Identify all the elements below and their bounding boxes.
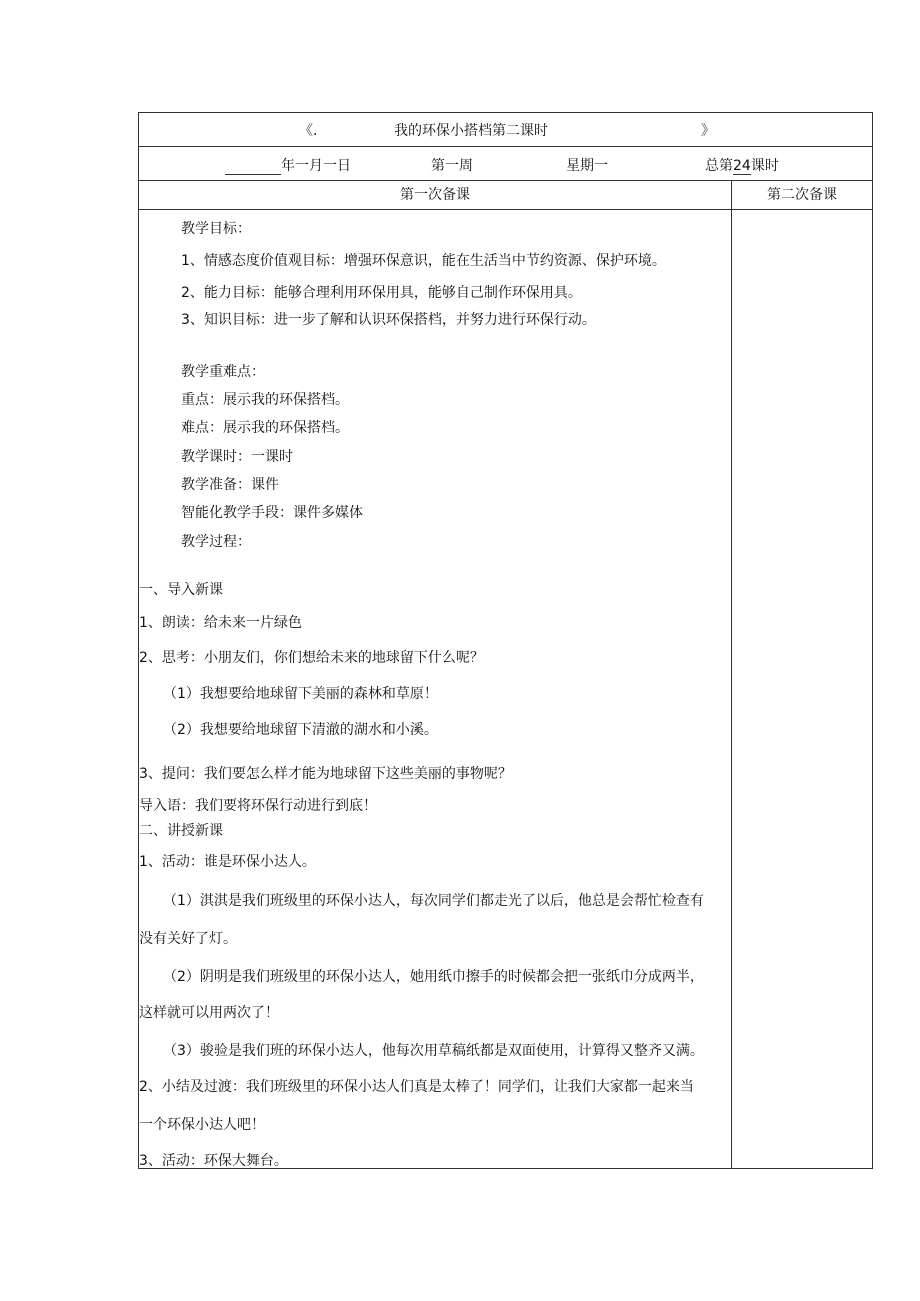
text-line: 这样就可以用两次了！ — [139, 1005, 279, 1021]
second-prep-content — [732, 210, 873, 1169]
text-line: 3、提问：我们要怎么样才能为地球留下这些美丽的事物呢？ — [139, 766, 512, 782]
total-lessons-field: 总第24课时 — [705, 158, 779, 174]
text-line: 1、活动：谁是环保小达人。 — [139, 854, 316, 870]
lesson-plan-sheet — [138, 112, 872, 1169]
second-prep-header: 第二次备课 — [732, 181, 873, 210]
weekday-field: 星期一 — [566, 158, 608, 174]
text-line: 教学重难点： — [181, 364, 265, 380]
text-line: 3、活动：环保大舞台。 — [139, 1153, 288, 1169]
text-line: 智能化教学手段：课件多媒体 — [181, 505, 363, 521]
title-cell — [139, 113, 873, 147]
lesson-title: 我的环保小搭档第二课时 — [394, 123, 548, 139]
text-line: 导入语：我们要将环保行动进行到底！ — [139, 798, 377, 814]
title-open-bracket: 《. — [299, 123, 318, 139]
text-line: 教学准备：课件 — [181, 477, 279, 493]
text-line: 重点：展示我的环保搭档。 — [181, 392, 349, 408]
section-heading: 一、导入新课 — [139, 582, 223, 598]
text-line: 一个环保小达人吧！ — [139, 1117, 265, 1133]
text-line: （1）我想要给地球留下美丽的森林和草原！ — [163, 686, 438, 702]
text-line: 3、知识目标：进一步了解和认识环保搭档，并努力进行环保行动。 — [181, 312, 596, 328]
text-line: 教学过程： — [181, 534, 251, 550]
first-prep-content — [139, 210, 732, 1169]
date-field: 年一月一日 — [225, 155, 351, 175]
text-line: （1）淇淇是我们班级里的环保小达人，每次同学们都走光了以后，他总是会帮忙检查有 — [163, 893, 704, 909]
title-close-bracket: 》 — [701, 123, 715, 139]
lesson-plan-table — [138, 112, 873, 1169]
first-prep-header: 第一次备课 — [139, 181, 732, 210]
text-line: 2、能力目标：能够合理利用环保用具，能够自己制作环保用具。 — [181, 285, 582, 301]
text-line: 1、情感态度价值观目标：增强环保意识，能在生活当中节约资源、保护环境。 — [181, 253, 666, 269]
text-line: （3）骏验是我们班的环保小达人，他每次用草稿纸都是双面使用，计算得又整齐又满。 — [163, 1043, 704, 1059]
text-line: 1、朗读：给未来一片绿色 — [139, 615, 302, 631]
text-line: 难点：展示我的环保搭档。 — [181, 420, 349, 436]
section-heading: 二、讲授新课 — [139, 823, 223, 839]
week-field: 第一周 — [431, 158, 473, 174]
date-cell — [139, 147, 873, 181]
text-line: 2、思考：小朋友们，你们想给未来的地球留下什么呢？ — [139, 650, 484, 666]
text-line: （2）阴明是我们班级里的环保小达人，她用纸巾擦手的时候都会把一张纸巾分成两半， — [163, 969, 704, 985]
text-line: （2）我想要给地球留下清澈的湖水和小溪。 — [163, 722, 438, 738]
text-line: 没有关好了灯。 — [139, 931, 237, 947]
text-line: 教学课时：一课时 — [181, 449, 293, 465]
text-line: 2、小结及过渡：我们班级里的环保小达人们真是太棒了！同学们，让我们大家都一起来当 — [139, 1079, 694, 1095]
text-line: 教学目标： — [181, 221, 251, 237]
